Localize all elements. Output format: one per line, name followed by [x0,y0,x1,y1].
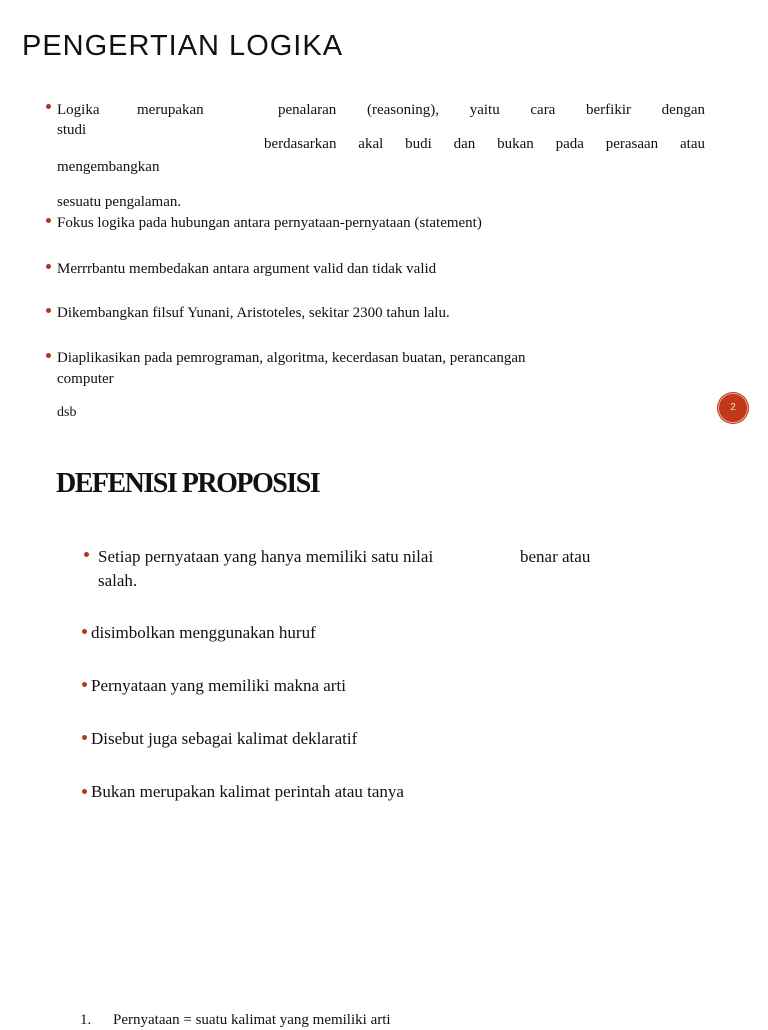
bullet-kalimat-deklaratif: Disebut juga sebagai kalimat deklaratif [91,729,358,748]
bullet-makna-arti: Pernyataan yang memiliki makna arti [91,676,346,695]
bullet-disimbolkan: disimbolkan menggunakan huruf [91,623,316,642]
bullet-marker [46,264,51,269]
bullet-setiap-pernyataan-line2: salah. [98,571,138,590]
bullet-fokus-logika: Fokus logika pada hubungan antara pernyataan-pernyataan (statement) [57,215,482,231]
bullet-bukan-perintah: Bukan merupakan kalimat perintah atau tanya [91,782,404,801]
numbered-item-number: 1. [80,1012,92,1028]
bullet-marker [82,789,87,794]
text-line2-right: berdasarkan akal budi dan bukan pada perasaan atau [264,136,705,152]
bullet-membedakan-argument: Merrrbantu membedakan antara argument valid dan tidak valid [57,261,437,277]
bullet-marker [84,552,89,557]
bullet-setiap-pernyataan: Setiap pernyataan yang hanya memiliki satu nilai [98,547,434,566]
slide-title-pengertian-logika: PENGERTIAN LOGIKA [22,30,344,62]
text-logika: Logika [57,102,100,118]
page-number-badge: 2 [718,393,748,423]
text-merupakan: merupakan [137,102,204,118]
text-line3: sesuatu pengalaman. [57,194,182,210]
text-mengembangkan: mengembangkan [57,159,160,175]
bullet-diaplikasikan-line2: computer [57,371,114,387]
bullet-marker [82,682,87,687]
bullet-marker [46,104,51,109]
bullet-marker [82,735,87,740]
bullet-marker [46,308,51,313]
bullet-aristoteles: Dikembangkan filsuf Yunani, Aristoteles, sekitar 2300 tahun lalu. [57,305,450,321]
bullet-marker [46,353,51,358]
slide-title-defenisi-proposisi: DEFENISI PROPOSISI [56,468,320,499]
bullet-setiap-pernyataan-b: benar atau [520,547,591,566]
bullet-diaplikasikan: Diaplikasikan pada pemrograman, algoritma, kecerdasan buatan, perancangan [57,350,526,366]
bullet-diaplikasikan-line3: dsb [57,405,77,420]
text-line1-right: penalaran (reasoning), yaitu cara berfikir dengan [278,102,705,118]
numbered-item-text: Pernyataan = suatu kalimat yang memiliki arti [113,1012,391,1028]
bullet-marker [46,218,51,223]
bullet-marker [82,629,87,634]
text-studi: studi [57,122,87,138]
